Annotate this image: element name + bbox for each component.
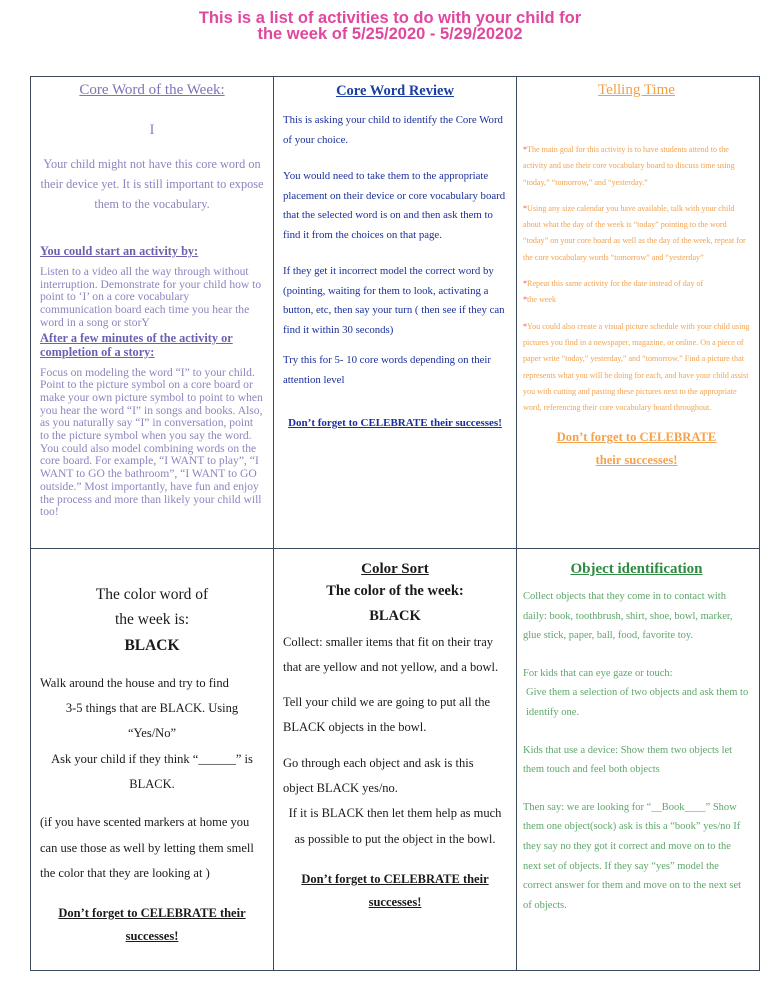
core-word-intro: Your child might not have this core word on their device yet. It is still important to expose them to the vocabulary. — [40, 157, 264, 211]
color-word-celebrate: Don’t forget to CELEBRATE their successes! — [58, 906, 246, 944]
core-word-subheading-after: After a few minutes of the activity or completion of a story: — [40, 330, 233, 359]
core-word-review-cell — [274, 77, 517, 549]
review-heading: Core Word Review — [336, 83, 454, 99]
color-word-markers-note: (if you have scented markers at home you can use those as well by letting them smell the color that they are looking at ) — [40, 815, 254, 880]
color-word-instruction-5: BLACK. — [129, 777, 175, 792]
object-identification-cell — [517, 549, 759, 970]
color-word-instruction-2: 3-5 things that are BLACK. Using — [65, 701, 239, 716]
review-celebrate: Don’t forget to CELEBRATE their successes! — [288, 417, 502, 429]
color-word-value: BLACK — [124, 636, 180, 654]
color-sort-tell: Tell your child we are going to put all the BLACK objects in the bowl. — [283, 695, 491, 735]
title-line-2: the week of 5/25/2020 - 5/29/20202 — [257, 25, 523, 43]
page-title — [0, 10, 780, 42]
telling-time-paragraph-4: *You could also create a visual picture schedule with your child using pictures you find in a newspaper, magazine, or online. On a piece of paper write “today,” yesterday,” and “tomorrow.” Find a picture that represents what you will be doing for each, and have your child assist you with cutting and pasting these pictures next to the appropriate word, referencing their core vocabulary board throughout. — [523, 321, 750, 413]
color-sort-heading: Color Sort — [361, 561, 429, 577]
telling-time-cell — [517, 77, 759, 549]
object-id-eye-gaze: For kids that can eye gaze or touch: — [523, 667, 673, 679]
core-word-cell — [31, 77, 274, 549]
color-sort-help: If it is BLACK then let them help as much as possible to put the object in the bowl. — [288, 806, 502, 846]
color-word-instruction-4: Ask your child if they think “______” is — [51, 751, 253, 766]
color-sort-ask: Go through each object and ask is this object BLACK yes/no. — [283, 755, 474, 796]
color-word-instruction-1: Walk around the house and try to find — [40, 675, 229, 690]
color-word-line-1: The color word of — [95, 586, 209, 603]
review-paragraph-4: Try this for 5- 10 core words depending on their attention level — [283, 354, 492, 386]
color-sort-collect: Collect: smaller items that fit on their tray that are yellow and not yellow, and a bowl. — [283, 634, 499, 674]
text-fade — [31, 538, 273, 548]
core-word-value: I — [149, 122, 155, 138]
telling-time-paragraph-2: *Using any size calendar you have available, talk with your child about what the day of the week is “today” pointing to the word “today” on your core board as well as the day of the week, repeat for the core vocabulary words “tomorrow” and “yesterday” — [523, 203, 746, 262]
object-id-collect: Collect objects that they come in to contact with daily: book, toothbrush, shirt, shoe, bowl, marker, glue stick, paper, ball, food, favorite toy. — [523, 591, 733, 642]
color-word-instruction-3: “Yes/No” — [127, 726, 177, 741]
object-id-device: Kids that use a device: Show them two objects let them touch and feel both objects — [523, 744, 733, 776]
core-word-modeling-text: Focus on modeling the word “I” to your child. Point to the picture symbol on a core board or make your own picture symbol to point to when you hear the word “I” in songs and books. Also, as you naturally say “I” in conversation, point to the picture symbol when you say the word. You could also model combining words on the core board. For example, “I WANT to play”, “I WANT to GO the bathroom”, “I WANT to GO outside.” Most importantly, have fun and enjoy the process and more than likely your child will too! — [40, 365, 263, 519]
color-word-line-2: the week is: — [114, 611, 190, 629]
review-paragraph-2: You would need to take them to the appropriate placement on their device or core vocabulary board that the selected word is on and then ask them to find it from the choices on that page. — [283, 170, 506, 241]
color-sort-celebrate: Don’t forget to CELEBRATE their successes! — [301, 871, 489, 909]
telling-time-heading: Telling Time — [598, 82, 675, 98]
color-sort-value: BLACK — [369, 608, 421, 625]
title-line-1: This is a list of activities to do with your child for — [198, 9, 582, 27]
core-word-activity-text: Listen to a video all the way through without interruption. Demonstrate for your child how to point to ‘I’ on a core vocabulary communication board each time you hear the word in a song or storY — [40, 265, 262, 329]
core-word-subheading-start: You could start an activity by: — [40, 244, 199, 258]
color-sort-cell — [274, 549, 517, 970]
object-id-heading: Object identification — [570, 561, 703, 577]
object-id-selection: Give them a selection of two objects and ask them to identify one. — [526, 687, 749, 718]
color-word-cell — [31, 549, 274, 970]
object-id-then-say: Then say: we are looking for “__Book____” Show them one object(sock) ask is this a “book” yes/no If they say no they got it correct and move on to the next set of objects. If they say “yes” model the correct answer for them and move on to the next set of objects. — [523, 801, 742, 911]
color-sort-subheading: The color of the week: — [326, 583, 464, 599]
telling-time-celebrate: Don’t forget to CELEBRATE their successes! — [556, 430, 717, 468]
telling-time-paragraph-1: *The main goal for this activity is to have students attend to the activity and use their core vocabulary board to discuss time using “today,” “tomorrow,” and “yesterday.” — [523, 145, 735, 187]
core-word-heading: Core Word of the Week: — [79, 82, 225, 98]
review-paragraph-3: If they get it incorrect model the correct word by (pointing, waiting for them to look, activating a button, etc, then say your turn ( then see if they can find it within 30 seconds) — [283, 265, 505, 336]
review-paragraph-1: This is asking your child to identify the Core Word of your choice. — [283, 114, 503, 146]
activity-grid — [30, 76, 760, 971]
telling-time-paragraph-3: *Repeat this same activity for the date instead of day of *the week — [523, 279, 704, 305]
